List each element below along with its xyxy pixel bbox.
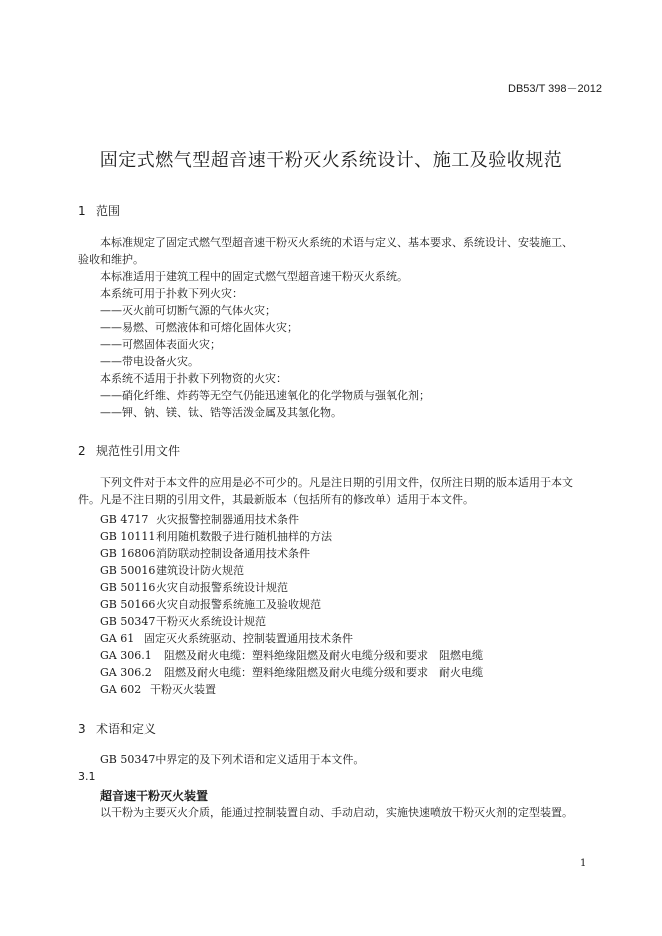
term-definition: 以干粉为主要灭火介质，能通过控制装置自动、手动启动，实施快速喷放干粉灭火剂的定型装置。 xyxy=(100,806,573,819)
paragraph-line: 本标准规定了固定式燃气型超音速干粉灭火系统的术语与定义、基本要求、系统设计、安装施工、 xyxy=(100,236,573,249)
list-item: ——易燃、可燃液体和可熔化固体火灾； xyxy=(100,321,298,334)
reference-item xyxy=(100,528,332,545)
reference-item xyxy=(100,647,483,664)
reference-item xyxy=(100,596,321,613)
list-item: ——钾、钠、镁、钛、锆等活泼金属及其氢化物。 xyxy=(100,406,342,419)
reference-code: GB 10111 xyxy=(100,530,156,543)
list-item: ——硝化纤维、炸药等无空气仍能迅速氧化的化学物质与强氧化剂； xyxy=(100,389,430,402)
list-item: ——带电设备火灾。 xyxy=(100,355,199,368)
reference-code: GA 306.2 xyxy=(100,666,152,679)
reference-item xyxy=(100,613,266,630)
reference-item xyxy=(100,579,288,596)
paragraph-line: 下列文件对于本文件的应用是必不可少的。凡是注日期的引用文件，仅所注日期的版本适用于本文 xyxy=(100,476,573,489)
reference-code: GA 306.1 xyxy=(100,649,152,662)
reference-code: GA 61 xyxy=(100,632,135,645)
reference-code: GB 50116 xyxy=(100,581,156,594)
reference-item xyxy=(100,630,353,647)
reference-name: 火灾报警控制器通用技术条件 xyxy=(156,513,299,526)
reference-item xyxy=(100,664,483,681)
reference-name: 阻燃及耐火电缆：塑料绝缘阻燃及耐火电缆分级和要求 耐火电缆 xyxy=(164,666,483,679)
section-title: 规范性引用文件 xyxy=(96,444,181,458)
section-number: 1 xyxy=(78,204,86,218)
reference-code: GB 50016 xyxy=(100,564,156,577)
reference-item xyxy=(100,562,244,579)
page-number: 1 xyxy=(580,858,587,869)
reference-code: GA 602 xyxy=(100,683,142,696)
reference-name: 消防联动控制设备通用技术条件 xyxy=(156,547,310,560)
term-heading: 超音速干粉灭火装置 xyxy=(100,789,209,803)
reference-item xyxy=(100,681,216,698)
reference-code: GB 50347 xyxy=(100,615,156,628)
section-1-heading xyxy=(78,202,120,219)
section-number: 3 xyxy=(78,722,86,736)
reference-item xyxy=(100,511,299,528)
reference-name: 阻燃及耐火电缆：塑料绝缘阻燃及耐火电缆分级和要求 阻燃电缆 xyxy=(164,649,483,662)
reference-code: GB 50166 xyxy=(100,598,156,611)
reference-name: 干粉灭火系统设计规范 xyxy=(156,615,266,628)
section-2-heading xyxy=(78,442,180,459)
reference-name: 固定灭火系统驱动、控制装置通用技术条件 xyxy=(144,632,353,645)
section-title: 术语和定义 xyxy=(96,722,157,736)
reference-name: 火灾自动报警系统施工及验收规范 xyxy=(156,598,321,611)
reference-item xyxy=(100,545,310,562)
paragraph-line: 本系统不适用于扑救下列物资的火灾： xyxy=(100,372,287,385)
paragraph-line: 件。凡是不注日期的引用文件，其最新版本（包括所有的修改单）适用于本文件。 xyxy=(78,493,474,506)
list-item: ——可燃固体表面火灾； xyxy=(100,338,221,351)
list-item: ——灭火前可切断气源的气体火灾； xyxy=(100,304,276,317)
reference-name: 利用随机数骰子进行随机抽样的方法 xyxy=(156,530,332,543)
reference-name: 干粉灭火装置 xyxy=(150,683,216,696)
paragraph-line: 本标准适用于建筑工程中的固定式燃气型超音速干粉灭火系统。 xyxy=(100,270,408,283)
paragraph-line: GB 50347中界定的及下列术语和定义适用于本文件。 xyxy=(100,753,365,766)
section-number: 2 xyxy=(78,444,86,458)
paragraph-line: 本系统可用于扑救下列火灾： xyxy=(100,287,243,300)
reference-name: 建筑设计防火规范 xyxy=(156,564,244,577)
standard-code: DB53/T 398－2012 xyxy=(508,83,602,95)
section-title: 范围 xyxy=(96,204,121,218)
document-title: 固定式燃气型超音速干粉灭火系统设计、施工及验收规范 xyxy=(99,150,563,171)
paragraph-line: 验收和维护。 xyxy=(78,253,144,266)
reference-code: GB 4717 xyxy=(100,513,149,526)
section-3-heading xyxy=(78,720,156,737)
reference-name: 火灾自动报警系统设计规范 xyxy=(156,581,288,594)
clause-number: 3.1 xyxy=(78,770,96,783)
reference-code: GB 16806 xyxy=(100,547,156,560)
